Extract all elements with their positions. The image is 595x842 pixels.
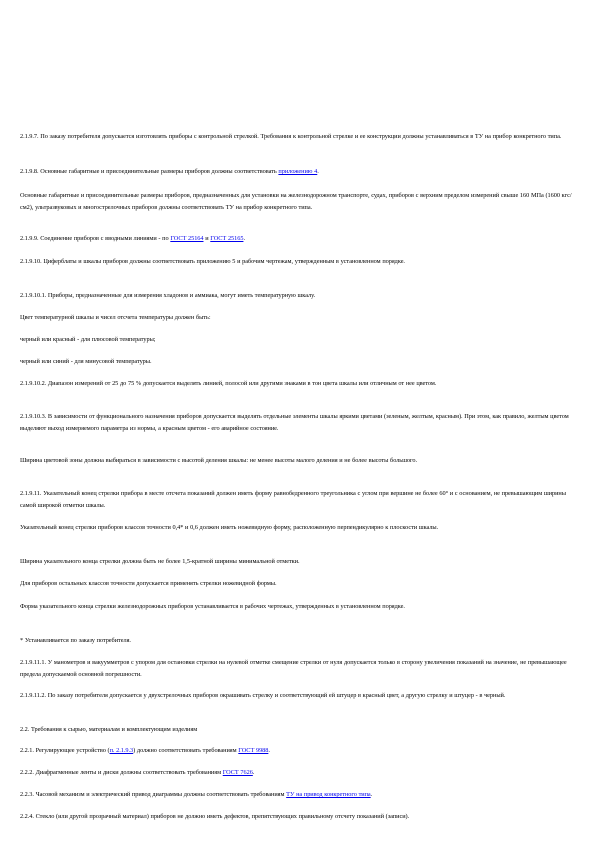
paragraph-text: 2.1.9.8. Основные габаритные и присоединительные размеры приборов должны соответствовать — [20, 168, 279, 175]
paragraph-2-1-9-10-2: 2.1.9.10.2. Диапазон измерений от 25 до 75 % допускается выделять линией, полосой или другими знаками в тон цвета шкалы или отличным от нее цветом. — [20, 380, 437, 387]
paragraph-text: . — [252, 769, 255, 776]
paragraph-2-1-9-8 — [20, 166, 572, 178]
paragraph-2-1-9-11: 2.1.9.11. Указательный конец стрелки прибора в месте отсчета показаний должен иметь форму равнобедренного треугольника с углом при вершине не более 60° и с основанием, не превышающим ширины самой широкой отметки шкалы. — [20, 490, 566, 509]
paragraph-2-1-9-11-1: 2.1.9.11.1. У манометров и вакуумметров с упором для остановки стрелки на нулевой отметке смещение стрелки от нуля допускается только в сторону увеличения показаний на значение, не превышающее предела допускаемой основной погрешности. — [20, 659, 567, 678]
paragraph-minus-temperature: черный или синий - для минусовой температуры. — [20, 358, 152, 365]
paragraph-text: . — [243, 235, 245, 242]
appendix-4-link[interactable]: приложению 4 — [278, 168, 318, 175]
paragraph-pointer-width: Ширина указательного конца стрелки должна быть не более 1,5-кратной ширины минимальной отметки. — [20, 558, 300, 565]
gost-7626-link[interactable]: ГОСТ 7626 — [222, 769, 253, 776]
paragraph-text: 2.2.1. Регулирующее устройство ( — [20, 747, 110, 754]
paragraph-knife-pointer: Указательный конец стрелки приборов классов точности 0,4* и 0,6 должен иметь ножевидную форму, расположенную перпендикулярно к плоскости шкалы. — [20, 524, 439, 531]
clause-2-1-9-3-link[interactable]: п. 2.1.9.3 — [109, 747, 134, 754]
paragraph-other-classes: Для приборов остальных классов точности допускается применять стрелки ножевидной формы. — [20, 580, 277, 587]
paragraph-dimensions-railway: Основные габаритные и присоединительные размеры приборов, предназначенных для установки на железнодорожном транспорте, судах, приборов с верхним пределом измерений свыше 160 МПа (1600 кгс/см2), ультразвуковых и многострелочных приборов должны соответствовать ТУ на прибор конкретного типа. — [20, 192, 572, 211]
paragraph-railway-pointer: Форма указательного конца стрелки железнодорожных приборов устанавливается в рабочих чертежах, утвержденных в установленном порядке. — [20, 603, 405, 610]
paragraph-2-1-9-11-2: 2.1.9.11.2. По заказу потребителя допускается у двухстрелочных приборов окрашивать стрелку и соответствующий ей штуцер в красный цвет, а другую стрелку и штуцер - в черный. — [20, 692, 506, 699]
paragraph-text: . — [268, 747, 270, 754]
paragraph-text: 2.1.9.9. Соединение приборов с вводными линиями - по — [20, 235, 171, 242]
gost-9988-link[interactable]: ГОСТ 9988 — [238, 747, 269, 754]
section-2-2-heading: 2.2. Требования к сырью, материалам и комплектующим изделиям — [20, 726, 198, 733]
gost-25164-link[interactable]: ГОСТ 25164 — [170, 235, 204, 242]
paragraph-2-1-9-9 — [20, 233, 572, 245]
tu-drive-link[interactable]: ТУ на привод конкретного типа — [286, 791, 371, 798]
paragraph-2-1-9-7: 2.1.9.7. По заказу потребителя допускается изготовлять приборы с контрольной стрелкой. Требования к контрольной стрелке и ее конструкции должны устанавливаться в ТУ на прибор конкретного типа. — [20, 133, 562, 140]
paragraph-2-1-9-10-3: 2.1.9.10.3. В зависимости от функционального назначения приборов допускается выделять отдельные элементы шкалы яркими цветами (зеленым, желтым, красным). При этом, как правило, желтым цветом выделяют выход измеряемого параметра из нормы, а красным цветом - его аварийное состояние. — [20, 413, 569, 432]
paragraph-text: 2.2.3. Часовой механизм и электрический привод диаграммы должны соответствовать требованиям — [20, 791, 287, 798]
paragraph-text: и — [203, 235, 211, 242]
paragraph-2-2-2 — [20, 767, 572, 779]
paragraph-text: . — [317, 168, 319, 175]
paragraph-2-1-9-10: 2.1.9.10. Циферблаты и шкалы приборов должны соответствовать приложению 5 и рабочим чертежам, утвержденным в установленном порядке. — [20, 258, 405, 265]
footnote-customer-order: * Устанавливается по заказу потребителя. — [20, 637, 131, 644]
paragraph-2-2-1 — [20, 745, 572, 757]
paragraph-2-1-9-10-1: 2.1.9.10.1. Приборы, предназначенные для измерения хладонов и аммиака, могут иметь температурную шкалу. — [20, 292, 316, 299]
paragraph-text: . — [370, 791, 373, 798]
paragraph-color-zone-width: Ширина цветовой зоны должна выбираться в зависимости с высотой деления шкалы: не менее высоты малого деления и не более высоты большого. — [20, 457, 418, 464]
gost-25165-link[interactable]: ГОСТ 25165 — [210, 235, 244, 242]
paragraph-2-2-4: 2.2.4. Стекло (или другой прозрачный материал) приборов не должно иметь дефектов, препятствующих правильному отсчету показаний (записи). — [20, 813, 410, 820]
paragraph-scale-color: Цвет температурной шкалы и чисел отсчета температуры должен быть: — [20, 314, 211, 321]
paragraph-text: 2.2.2. Диафрагменные ленты и диски должны соответствовать требованиям — [20, 769, 223, 776]
paragraph-2-2-3 — [20, 789, 572, 801]
paragraph-plus-temperature: черный или красный - для плюсовой температуры; — [20, 336, 156, 343]
paragraph-text: ) должно соответствовать требованиям — [133, 747, 239, 754]
